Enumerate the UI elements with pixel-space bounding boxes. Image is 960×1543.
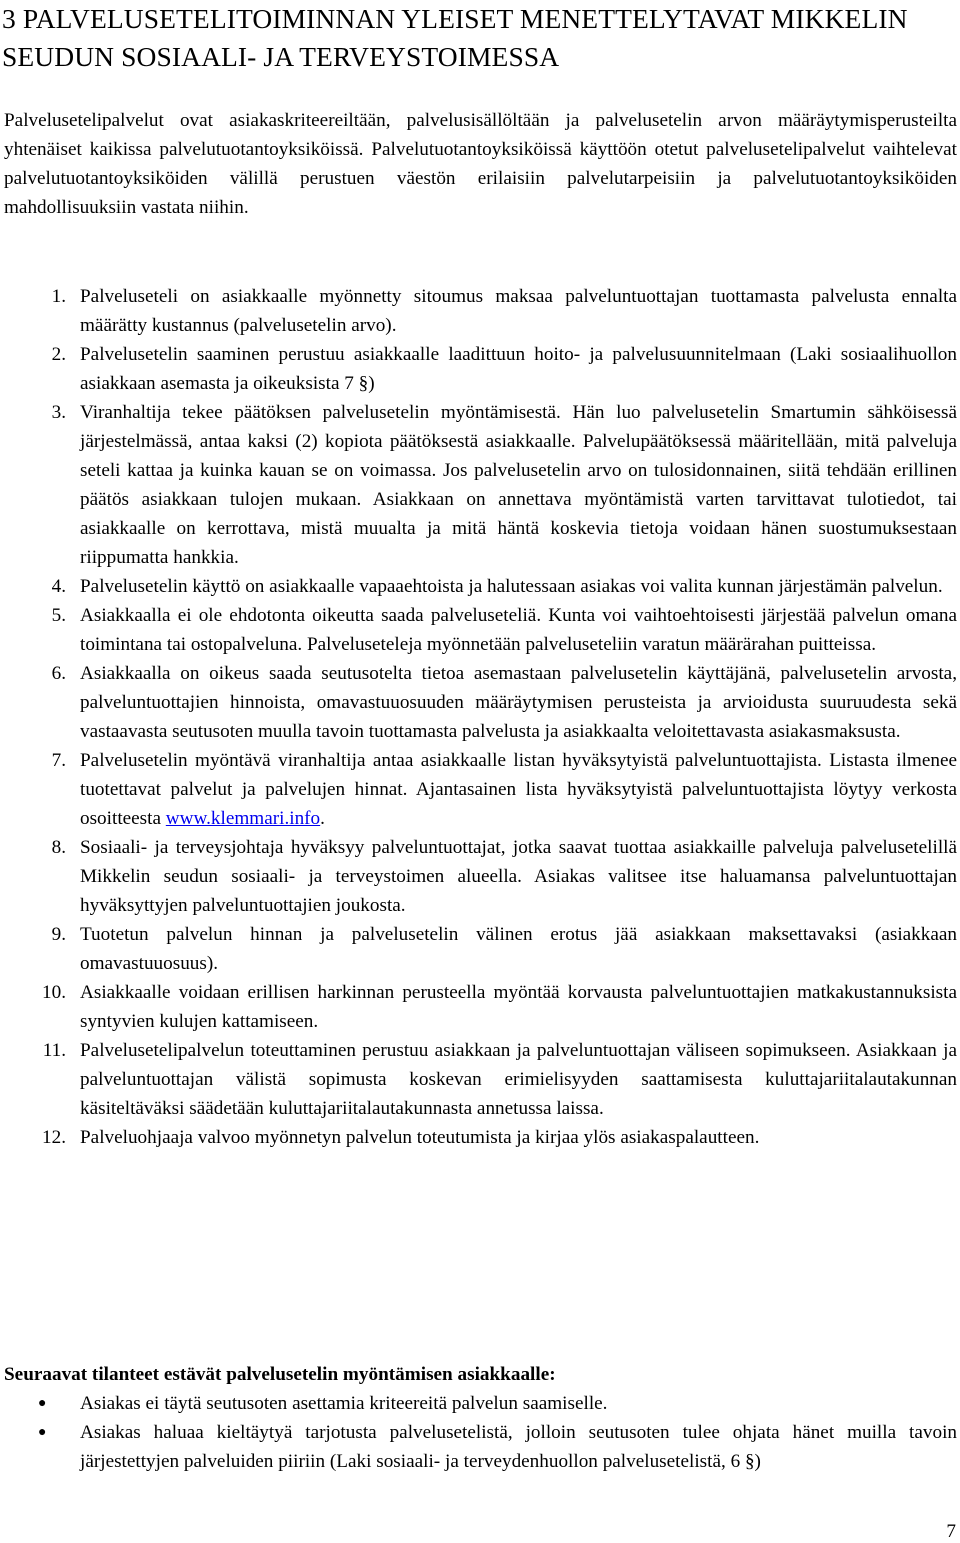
list-item: [0, 601, 957, 659]
list-number: 2.: [51, 344, 66, 365]
list-number: 3.: [51, 402, 66, 423]
list-item: [0, 1036, 957, 1123]
list-item-text: Asiakkaalle voidaan erillisen harkinnan perusteella myöntää korvausta palveluntuottajien matkakustannuksista syntyvien kulujen kattamiseen.: [80, 982, 957, 1032]
list-number: 9.: [51, 924, 66, 945]
list-item-text-tail: .: [320, 808, 325, 829]
list-item: [0, 978, 957, 1036]
list-item: [0, 398, 957, 572]
list-item-text: Palvelusetelin käyttö on asiakkaalle vapaaehtoista ja halutessaan asiakas voi valita kunnan järjestämän palvelun.: [80, 576, 943, 597]
list-item: [0, 1123, 957, 1152]
section-heading: 3 PALVELUSETELITOIMINNAN YLEISET MENETTELYTAVAT MIKKELIN SEUDUN SOSIAALI- JA TERVEYSTOIMESSA: [2, 3, 908, 72]
bullet-list: [0, 1389, 957, 1476]
list-item-text: Tuotetun palvelun hinnan ja palvelusetelin välinen erotus jää asiakkaan maksettavaksi (asiakkaan omavastuuosuus).: [80, 924, 957, 974]
rules-list: [0, 282, 957, 1152]
list-item: [0, 833, 957, 920]
klemmari-link[interactable]: www.klemmari.info: [165, 808, 321, 829]
list-item: [0, 340, 957, 398]
list-number: 11.: [42, 1040, 66, 1061]
list-number: 8.: [51, 837, 66, 858]
list-number: 6.: [51, 663, 66, 684]
list-number: 5.: [51, 605, 66, 626]
list-item: [0, 920, 957, 978]
list-item-text: Viranhaltija tekee päätöksen palvelusetelin myöntämisestä. Hän luo palvelusetelin Smartumin sähköisessä järjestelmässä, antaa kaksi (2) kopiota päätöksestä asiakkaalle. Palvelupäätöksessä määritellään, mitä palveluja seteli kattaa ja kuinka kauan se on voimassa. Jos palvelusetelin arvo on tulosidonnainen, siitä tehdään erillinen päätös asiakkaan tulojen mukaan. Asiakkaan on annettava myöntämistä varten tarvittavat tulotiedot, tai asiakkaalle on kerrottava, mistä muualta ja mitä häntä koskevia tietoja voidaan hänen suostumuksestaan riippumatta hankkia.: [80, 402, 957, 568]
bullet-icon: ●: [38, 1396, 47, 1411]
list-item: [0, 746, 957, 833]
list-item-text: Sosiaali- ja terveysjohtaja hyväksyy palveluntuottajat, jotka saavat tuottaa asiakkaille palveluja palvelusetelillä Mikkelin seudun sosiaali- ja terveystoimen alueella. Asiakas valitsee itse haluamansa palveluntuottajan hyväksyttyjen palveluntuottajien joukosta.: [80, 837, 957, 916]
list-number: 1.: [51, 286, 66, 307]
list-item-text: Palveluseteli on asiakkaalle myönnetty sitoumus maksaa palveluntuottajan tuottamasta palvelusta ennalta määrätty kustannus (palvelusetelin arvo).: [80, 286, 957, 336]
list-item: [0, 572, 957, 601]
list-item-text-lead: Palvelusetelin myöntävä viranhaltija antaa asiakkaalle listan hyväksytyistä palveluntuottajista. Listasta ilmenee tuotettavat palvelut ja palvelujen hinnat. Ajantasainen lista hyväksytyistä palveluntuottajista löytyy verkosta osoitteesta: [80, 750, 957, 829]
list-item-text: Asiakkaalla on oikeus saada seutusotelta tietoa asemastaan palvelusetelin käyttäjänä, palvelusetelin arvosta, palveluntuottajien hinnoista, omavastuuosuuden määräytymisen perusteista ja arvioidusta suuruudesta sekä vastaavasta seutusoten muulla tavoin tuottamasta palvelusta ja asiakkaalta veloitettavasta asiakasmaksusta.: [80, 663, 957, 742]
bullet-text: Asiakas haluaa kieltäytyä tarjotusta palvelusetelistä, jolloin seutusoten tulee ohjata hänet muilla tavoin järjestettyjen palveluiden piiriin (Laki sosiaali- ja terveydenhuollon palvelusetelistä, 6 §): [80, 1422, 957, 1472]
list-item-text: Palvelusetelipalvelun toteuttaminen perustuu asiakkaan ja palveluntuottajan väliseen sopimukseen. Asiakkaan ja palveluntuottajan välistä sopimusta koskevan erimielisyyden saattamisesta kuluttajariitalautakunnan käsiteltäväksi säädetään kuluttajariitalautakunnasta annetussa laissa.: [80, 1040, 957, 1119]
intro-paragraph: Palvelusetelipalvelut ovat asiakaskriteereiltään, palvelusisällöltään ja palvelusetelin arvon määräytymisperusteilta yhtenäiset kaikissa palvelutuotantoyksiköissä. Palvelutuotantoyksiköissä käyttöön otetut palvelusetelipalvelut vaihtelevat palvelutuotantoyksiköiden välillä perustuen väestön erilaisiin palvelutarpeisiin ja palvelutuotantoyksiköiden mahdollisuuksiin vastata niihin.: [4, 110, 957, 218]
list-item: [0, 282, 957, 340]
subheading: Seuraavat tilanteet estävät palvelusetelin myöntämisen asiakkaalle:: [4, 1364, 556, 1385]
list-item: [0, 659, 957, 746]
list-number: 4.: [51, 576, 66, 597]
bullet-icon: ●: [38, 1425, 47, 1440]
list-item-text: Palveluohjaaja valvoo myönnetyn palvelun toteutumista ja kirjaa ylös asiakaspalautteen.: [80, 1127, 760, 1148]
bullet-text: Asiakas ei täytä seutusoten asettamia kriteereitä palvelun saamiselle.: [80, 1393, 608, 1414]
list-number: 7.: [51, 750, 66, 771]
bullet-item: [0, 1389, 957, 1418]
list-item-text: Palvelusetelin saaminen perustuu asiakkaalle laadittuun hoito- ja palvelusuunnitelmaan (Laki sosiaalihuollon asiakkaan asemasta ja oikeuksista 7 §): [80, 344, 957, 394]
list-item-text: Asiakkaalla ei ole ehdotonta oikeutta saada palveluseteliä. Kunta voi vaihtoehtoisesti järjestää palvelun omana toimintana tai ostopalveluna. Palveluseteleja myönnetään palveluseteliin varatun määrärahan puitteissa.: [80, 605, 957, 655]
list-number: 10.: [42, 982, 66, 1003]
list-item-text: [80, 750, 957, 829]
list-number: 12.: [42, 1127, 66, 1148]
bullet-item: [0, 1418, 957, 1476]
page-number: 7: [946, 1521, 956, 1542]
